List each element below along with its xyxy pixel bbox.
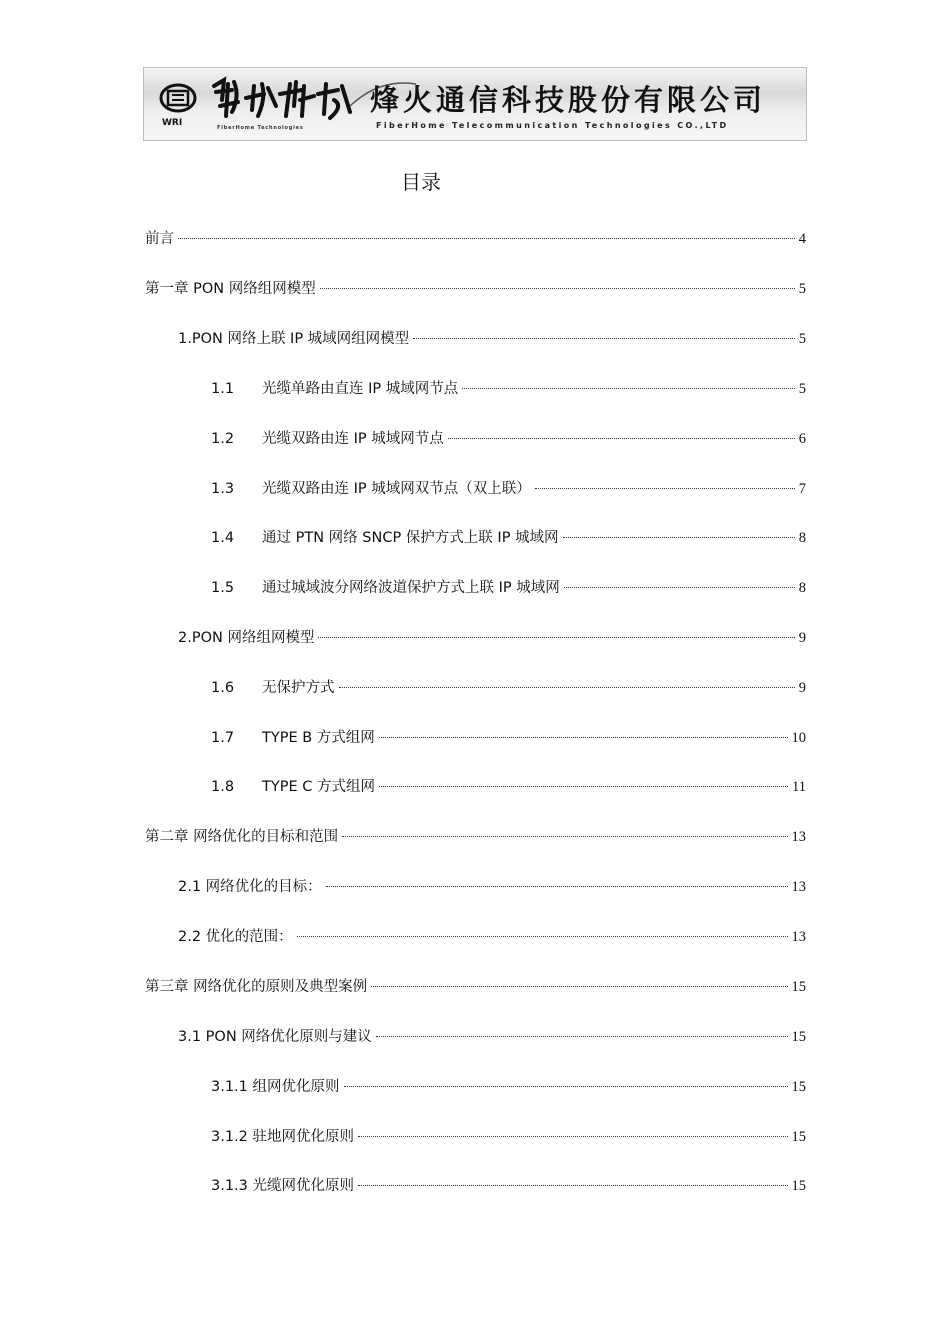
toc-entry-label: 光缆双路由连 IP 城域网节点: [262, 431, 444, 447]
toc-entry-number: 1.6: [211, 680, 235, 696]
toc-entry[interactable]: [178, 925, 806, 947]
toc-entry-label: TYPE B 方式组网: [262, 730, 375, 746]
toc-entry[interactable]: [211, 1075, 806, 1097]
toc-entry[interactable]: [145, 975, 806, 997]
toc-entry-page-number: 13: [791, 879, 806, 895]
toc-entry-page-number: 5: [798, 281, 806, 297]
toc-entry[interactable]: [211, 1125, 806, 1147]
toc-entry-label: 光缆双路由连 IP 城域网双节点（双上联）: [262, 481, 531, 497]
toc-entry-page-number: 6: [798, 431, 806, 447]
toc-dot-leader: [178, 238, 795, 239]
toc-entry-label: 2.PON 网络组网模型: [178, 630, 315, 646]
toc-entry[interactable]: [211, 726, 806, 748]
toc-entry-page-number: 7: [798, 481, 806, 497]
toc-entry[interactable]: [211, 526, 806, 548]
toc-entry-page-number: 13: [791, 929, 806, 945]
toc-entry-label: TYPE C 方式组网: [262, 779, 375, 795]
toc-entry-number: 1.4: [211, 530, 235, 546]
toc-entry-label: 通过城域波分网络波道保护方式上联 IP 城域网: [262, 580, 560, 596]
toc-entry-page-number: 15: [791, 1029, 806, 1045]
toc-dot-leader: [320, 288, 795, 289]
toc-entry-page-number: 13: [791, 829, 806, 845]
toc-entry-number: 1.5: [211, 580, 235, 596]
toc-entry[interactable]: [178, 626, 806, 648]
toc-entry-page-number: 8: [798, 580, 806, 596]
toc-entry-page-number: 11: [792, 779, 806, 795]
toc-dot-leader: [318, 637, 794, 638]
toc-entry-page-number: 9: [798, 630, 806, 646]
toc-entry-label: 通过 PTN 网络 SNCP 保护方式上联 IP 城域网: [262, 530, 559, 546]
toc-entry-page-number: 10: [791, 730, 806, 746]
toc-dot-leader: [326, 886, 788, 887]
toc-entry[interactable]: [178, 1025, 806, 1047]
toc-dot-leader: [342, 836, 787, 837]
toc-dot-leader: [344, 1086, 788, 1087]
toc-entry-label: 3.1 PON 网络优化原则与建议: [178, 1029, 372, 1045]
toc-dot-leader: [297, 936, 788, 937]
brand-english-name: FiberHome Technologies: [217, 125, 304, 131]
company-english-name: FiberHome Telecommunication Technologies CO.,LTD: [376, 121, 729, 130]
toc-dot-leader: [564, 587, 795, 588]
toc-entry-label: 光缆单路由直连 IP 城域网节点: [262, 381, 459, 397]
toc-entry-page-number: 5: [798, 381, 806, 397]
toc-entry[interactable]: [145, 825, 806, 847]
toc-entry-page-number: 15: [791, 1129, 806, 1145]
toc-dot-leader: [379, 737, 788, 738]
toc-entry[interactable]: [211, 576, 806, 598]
wri-label: WRI: [162, 118, 183, 128]
toc-entry-number: 1.3: [211, 481, 235, 497]
toc-entry-page-number: 15: [791, 1079, 806, 1095]
toc-entry-page-number: 5: [798, 331, 806, 347]
toc-entry-label: 第一章 PON 网络组网模型: [145, 281, 316, 297]
toc-entry[interactable]: [211, 377, 806, 399]
toc-dot-leader: [379, 786, 788, 787]
toc-dot-leader: [371, 986, 787, 987]
toc-entry-label: 第二章 网络优化的目标和范围: [145, 829, 339, 845]
toc-entry-page-number: 15: [791, 979, 806, 995]
toc-entry-number: 1.1: [211, 381, 235, 397]
company-name: 烽火通信科技股份有限公司: [370, 83, 767, 117]
toc-entry-label: 2.1 网络优化的目标：: [178, 879, 322, 895]
toc-title: 目录: [401, 170, 441, 194]
toc-entry[interactable]: [178, 875, 806, 897]
toc-entry[interactable]: [178, 327, 806, 349]
toc-entry-number: 1.2: [211, 431, 235, 447]
toc-dot-leader: [376, 1036, 788, 1037]
toc-entry[interactable]: [145, 227, 806, 249]
toc-dot-leader: [413, 338, 795, 339]
toc-entry[interactable]: [211, 1174, 806, 1196]
toc-dot-leader: [462, 388, 795, 389]
toc-entry-page-number: 9: [798, 680, 806, 696]
toc-entry-number: 1.7: [211, 730, 235, 746]
toc-entry-page-number: 4: [798, 231, 806, 247]
toc-dot-leader: [563, 537, 795, 538]
toc-dot-leader: [358, 1185, 787, 1186]
toc-entry-number: 1.8: [211, 779, 235, 795]
toc-entry[interactable]: [211, 427, 806, 449]
toc-entry-label: 3.1.2 驻地网优化原则: [211, 1129, 355, 1145]
toc-entry-page-number: 8: [798, 530, 806, 546]
toc-entry-label: 1.PON 网络上联 IP 城域网组网模型: [178, 331, 410, 347]
toc-entry[interactable]: [211, 676, 806, 698]
toc-dot-leader: [535, 488, 795, 489]
toc-entry-label: 2.2 优化的范围：: [178, 929, 293, 945]
toc-entry[interactable]: [211, 477, 806, 499]
toc-entry[interactable]: [211, 775, 806, 797]
toc-entry[interactable]: [145, 277, 806, 299]
toc-entry-label: 前言: [145, 231, 174, 247]
toc-dot-leader: [339, 687, 795, 688]
company-header-banner: [143, 67, 807, 141]
toc-entry-label: 无保护方式: [262, 680, 335, 696]
toc-entry-label: 3.1.3 光缆网优化原则: [211, 1178, 355, 1194]
toc-entry-label: 第三章 网络优化的原则及典型案例: [145, 979, 368, 995]
toc-entry-label: 3.1.1 组网优化原则: [211, 1079, 340, 1095]
toc-dot-leader: [358, 1136, 787, 1137]
toc-entry-page-number: 15: [791, 1178, 806, 1194]
toc-dot-leader: [448, 438, 795, 439]
